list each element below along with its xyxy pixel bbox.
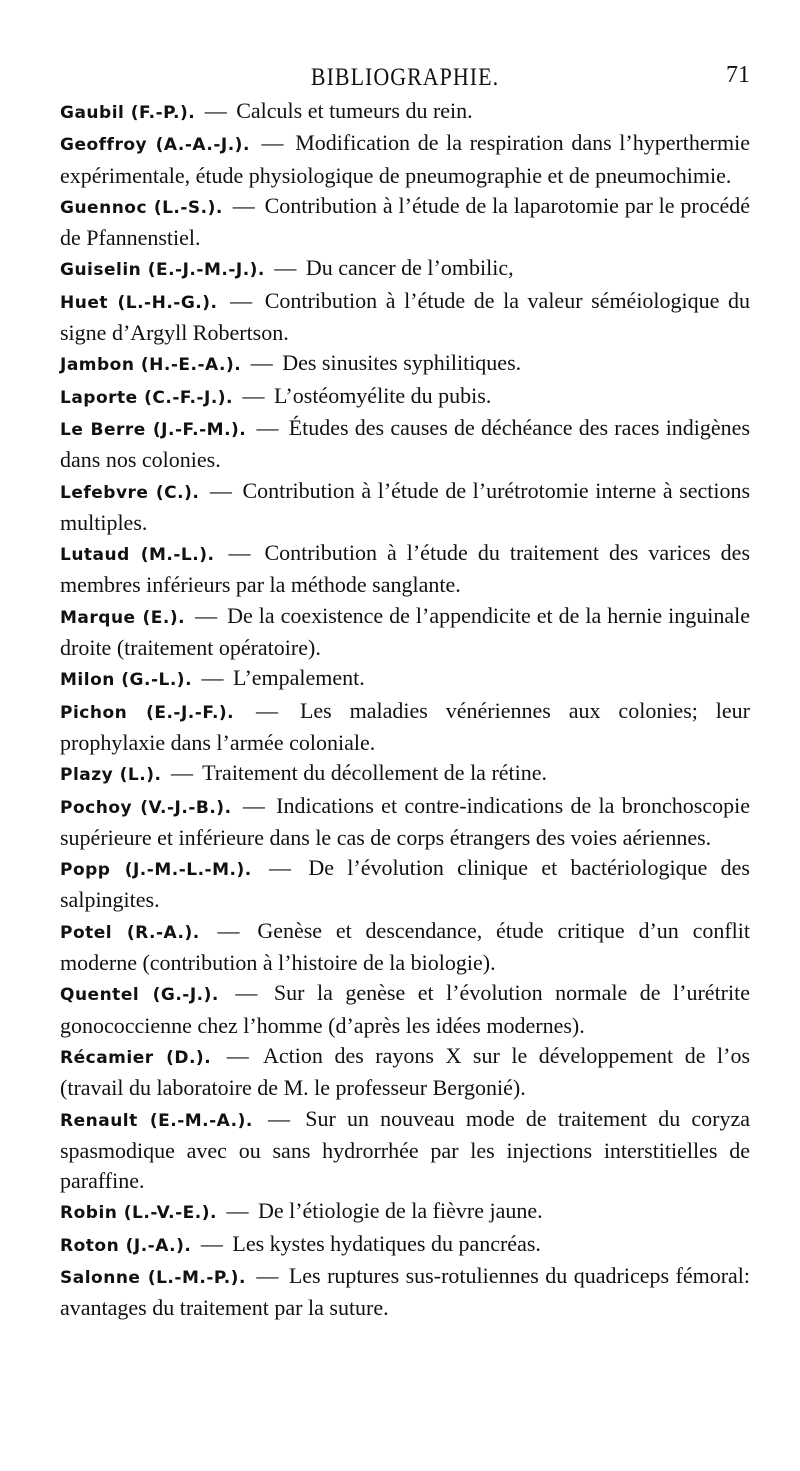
bibliography-entry xyxy=(60,96,750,128)
bibliography-entry xyxy=(60,696,750,759)
entry-title: Contribution à l’étude de l’urétrotomie interne à sections multiples. xyxy=(60,477,751,535)
bibliography-list xyxy=(60,96,750,1324)
entry-title: Du cancer de l’ombilic, xyxy=(305,255,514,281)
entry-author: Potel (R.-A.). xyxy=(60,922,200,943)
entry-separator: — xyxy=(256,414,279,440)
entry-title: Contribution à l’étude du traitement des varices des membres inférieurs par la méthode sanglante. xyxy=(60,540,751,598)
entry-title: Contribution à l’étude de la laparotomie par le procédé de Pfannenstiel. xyxy=(60,192,751,251)
bibliography-entry xyxy=(60,538,750,601)
entry-author: Plazy (L.). xyxy=(60,765,162,786)
entry-author: Renault (E.-M.-A.). xyxy=(60,1110,253,1131)
entry-author: Huet (L.-H.-G.). xyxy=(60,292,218,313)
entry-separator: — xyxy=(204,98,227,123)
entry-author: Robin (L.-V.-E.). xyxy=(60,1203,217,1224)
entry-separator: — xyxy=(228,540,251,566)
entry-author: Récamier (D.). xyxy=(60,1047,212,1068)
entry-title: De l’évolution clinique et bactériologique des salpingites. xyxy=(60,855,750,913)
entry-separator: — xyxy=(242,792,265,818)
entry-author: Roton (J.-A.). xyxy=(60,1235,192,1256)
entry-separator: — xyxy=(242,382,265,408)
entry-separator: — xyxy=(195,602,218,628)
bibliography-entry xyxy=(60,1196,750,1228)
entry-title: Les maladies vénériennes aux colonies; leur prophylaxie dans l’armée coloniale. xyxy=(60,697,750,755)
entry-author: Quentel (G.-J.). xyxy=(60,985,219,1006)
entry-separator: — xyxy=(268,1105,291,1131)
entry-title: Les kystes hydatiques du pancréas. xyxy=(232,1230,541,1256)
entry-title: Action des rayons X sur le développement de l’os (travail du laboratoire de M. le professeur Bergonié). xyxy=(60,1042,751,1101)
entry-title: Modification de la respiration dans l’hyperthermie expérimentale, étude physiologique de pneumographie et de pneumochimie. xyxy=(60,130,750,188)
page-header xyxy=(60,56,750,96)
entry-title: Contribution à l’étude de la valeur séméiologique du signe d’Argyll Robertson. xyxy=(60,287,751,346)
bibliography-entry xyxy=(60,853,750,916)
entry-title: Genèse et descendance, étude critique d’un conflit moderne (contribution à l’histoire de la biologie). xyxy=(60,917,751,976)
page xyxy=(60,56,750,1324)
entry-separator: — xyxy=(201,665,224,691)
bibliography-entry xyxy=(60,791,750,854)
bibliography-entry xyxy=(60,381,750,413)
entry-title: Calculs et tumeurs du rein. xyxy=(236,98,473,123)
entry-title: Traitement du décollement de la rétine. xyxy=(202,760,548,786)
bibliography-entry xyxy=(60,348,750,380)
bibliography-entry xyxy=(60,191,750,254)
entry-author: Guennoc (L.-S.). xyxy=(60,197,223,218)
entry-author: Jambon (H.-E.-A.). xyxy=(60,355,242,376)
entry-separator: — xyxy=(256,697,279,723)
bibliography-entry xyxy=(60,601,750,664)
entry-title: L’ostéomyélite du pubis. xyxy=(274,382,492,408)
bibliography-entry xyxy=(60,476,750,539)
entry-title: Sur la genèse et l’évolution normale de l’urétrite gonococcienne chez l’homme (d’après les idées modernes). xyxy=(60,980,751,1038)
entry-author: Geoffroy (A.-A.-J.). xyxy=(60,135,250,156)
entry-separator: — xyxy=(235,980,258,1006)
entry-title: De l’étiologie de la fièvre jaune. xyxy=(257,1198,543,1224)
entry-title: Indications et contre-indications de la bronchoscopie supérieure et inférieure dans le cas de corps étrangers des voies aériennes. xyxy=(60,792,750,850)
entry-separator: — xyxy=(232,192,255,218)
bibliography-entry xyxy=(60,128,750,191)
bibliography-entry xyxy=(60,286,750,349)
entry-separator: — xyxy=(274,255,297,281)
bibliography-entry xyxy=(60,413,750,476)
entry-separator: — xyxy=(226,1198,249,1224)
running-title: BIBLIOGRAPHIE. xyxy=(310,62,500,91)
entry-author: Pochoy (V.-J.-B.). xyxy=(60,797,232,818)
entry-separator: — xyxy=(256,1262,279,1288)
entry-author: Milon (G.-L.). xyxy=(60,670,193,691)
bibliography-entry xyxy=(60,978,750,1041)
entry-title: Les ruptures sus-rotuliennes du quadriceps fémoral: avantages du traitement par la suture. xyxy=(60,1262,751,1321)
entry-author: Gaubil (F.-P.). xyxy=(60,103,196,123)
entry-separator: — xyxy=(269,855,292,881)
entry-author: Le Berre (J.-F.-M.). xyxy=(60,419,247,440)
entry-separator: — xyxy=(230,287,253,313)
bibliography-entry xyxy=(60,663,750,695)
entry-author: Laporte (C.-F.-J.). xyxy=(60,387,234,408)
entry-title: Des sinusites syphilitiques. xyxy=(282,350,522,376)
bibliography-entry xyxy=(60,1104,750,1197)
entry-title: Études des causes de déchéance des races indigènes dans nos colonies. xyxy=(60,414,751,473)
entry-title: Sur un nouveau mode de traitement du coryza spasmodique avec ou sans hydrorrhée par les injections interstitielles de paraffine. xyxy=(60,1105,751,1194)
entry-author: Salonne (L.-M.-P.). xyxy=(60,1267,246,1288)
entry-author: Marque (E.). xyxy=(60,607,186,628)
bibliography-entry xyxy=(60,1041,750,1104)
entry-author: Lutaud (M.-L.). xyxy=(60,545,215,566)
entry-separator: — xyxy=(209,477,232,503)
bibliography-entry xyxy=(60,916,750,979)
entry-separator: — xyxy=(170,760,193,786)
entry-separator: — xyxy=(217,917,240,943)
bibliography-entry xyxy=(60,1229,750,1261)
bibliography-entry xyxy=(60,1261,750,1324)
entry-title: De la coexistence de l’appendicite et de la hernie inguinale droite (traitement opératoire). xyxy=(60,602,751,661)
entry-author: Pichon (E.-J.-F.). xyxy=(60,702,235,723)
entry-separator: — xyxy=(261,130,284,156)
entry-separator: — xyxy=(200,1230,223,1256)
bibliography-entry xyxy=(60,758,750,790)
entry-separator: — xyxy=(226,1042,249,1068)
bibliography-entry xyxy=(60,253,750,285)
entry-author: Guiselin (E.-J.-M.-J.). xyxy=(60,260,265,281)
entry-separator: — xyxy=(250,350,273,376)
page-number: 71 xyxy=(726,62,750,88)
entry-title: L’empalement. xyxy=(233,665,365,691)
entry-author: Popp (J.-M.-L.-M.). xyxy=(60,860,252,881)
entry-author: Lefebvre (C.). xyxy=(60,482,200,503)
